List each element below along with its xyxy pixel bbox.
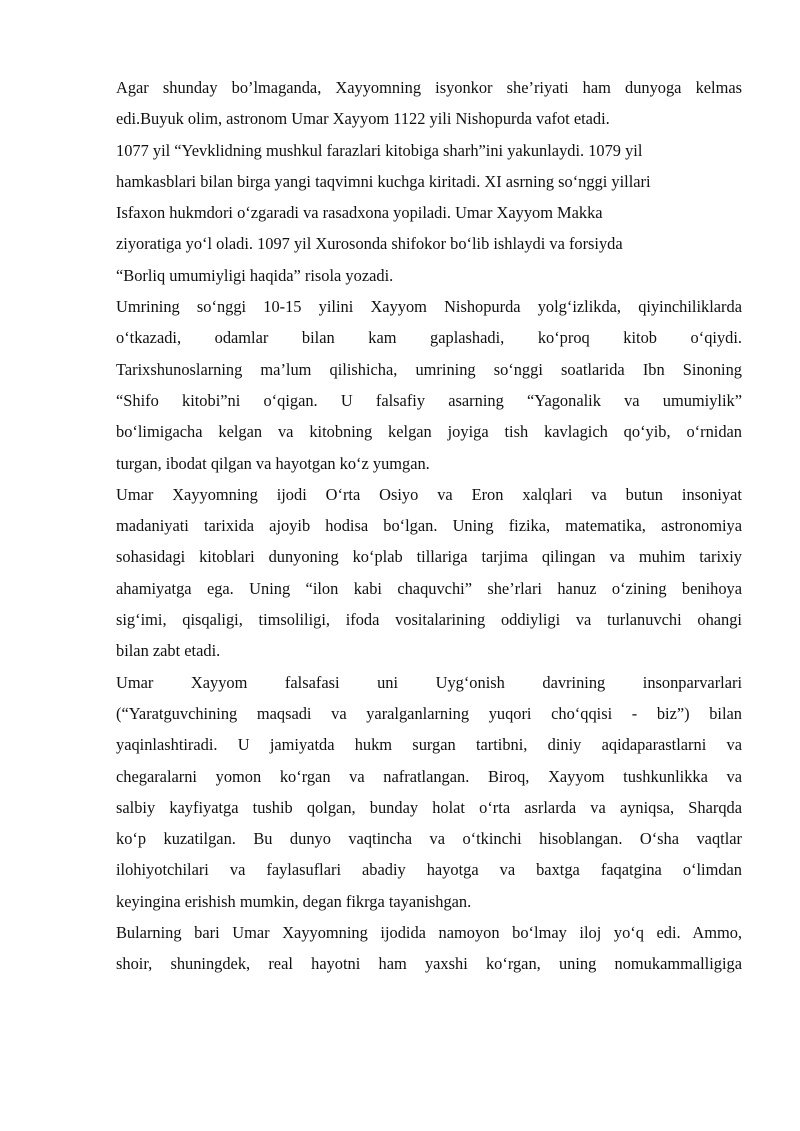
text-line: Agar shunday bo’lmaganda, Xayyomning isyonkor she’riyati ham dunyoga kelmas	[116, 78, 742, 97]
text-line: 1077 yil “Yevklidning mushkul farazlari kitobiga sharh”ini yakunlaydi. 1079 yil	[116, 140, 643, 160]
text-line: ahamiyatga ega. Uning “ilon kabi chaquvchi” she’rlari hanuz o‘zining benihoya	[116, 578, 742, 598]
text-line: Bularning bari Umar Xayyomning ijodida namoyon bo‘lmay iloj yo‘q edi. Ammo,	[116, 923, 742, 943]
text-line: turgan, ibodat qilgan va hayotgan ko‘z yumgan.	[116, 453, 430, 473]
text-line: chegaralarni yomon ko‘rgan va nafratlangan. Biroq, Xayyom tushkunlikka va	[116, 766, 742, 786]
text-line: ziyoratiga yo‘l oladi. 1097 yil Xurosonda shifokor bo‘lib ishlaydi va forsiyda	[116, 234, 623, 254]
text-line: Tarixshunoslarning ma’lum qilishicha, umrining so‘nggi soatlarida Ibn Sinoning	[116, 359, 742, 379]
document-body	[116, 72, 742, 980]
text-line: madaniyati tarixida ajoyib hodisa bo‘lgan. Uning fizika, matematika, astronomiya	[116, 516, 742, 536]
text-line: sohasidagi kitoblari dunyoning ko‘plab tillariga tarjima qilingan va muhim tarixiy	[116, 547, 742, 567]
text-line: ko‘p kuzatilgan. Bu dunyo vaqtincha va o‘tkinchi hisoblangan. O‘sha vaqtlar	[116, 829, 742, 849]
text-line: sig‘imi, qisqaligi, timsoliligi, ifoda vositalarining oddiyligi va turlanuvchi ohangi	[116, 610, 742, 630]
text-line: ilohiyotchilari va faylasuflari abadiy hayotga va baxtga faqatgina o‘limdan	[116, 860, 742, 880]
text-line: Umar Xayyomning ijodi O‘rta Osiyo va Eron xalqlari va butun insoniyat	[116, 484, 742, 504]
text-line: keyingina erishish mumkin, degan fikrga tayanishgan.	[116, 891, 472, 911]
text-line: Umar Xayyom falsafasi uni Uyg‘onish davrining insonparvarlari	[116, 672, 742, 692]
text-line: (“Yaratguvchining maqsadi va yaralganlarning yuqori cho‘qqisi - biz”) bilan	[116, 703, 742, 723]
text-line: shoir, shuningdek, real hayotni ham yaxshi ko‘rgan, uning nomukammalligiga	[116, 954, 742, 974]
text-line: o‘tkazadi, odamlar bilan kam gaplashadi, ko‘proq kitob o‘qiydi.	[116, 328, 742, 348]
text-line: Isfaxon hukmdori o‘zgaradi va rasadxona yopiladi. Umar Xayyom Makka	[116, 203, 603, 223]
text-line: “Borliq umumiyligi haqida” risola yozadi.	[116, 265, 394, 285]
text-line: bilan zabt etadi.	[116, 641, 221, 661]
text-line: yaqinlashtiradi. U jamiyatda hukm surgan tartibni, diniy aqidaparastlarni va	[116, 735, 742, 755]
text-line: “Shifo kitobi”ni o‘qigan. U falsafiy asarning “Yagonalik va umumiylik”	[116, 390, 742, 410]
text-line: hamkasblari bilan birga yangi taqvimni kuchga kiritadi. XI asrning so‘nggi yillari	[116, 171, 651, 191]
text-line: edi.Buyuk olim, astronom Umar Xayyom 1122 yili Nishopurda vafot etadi.	[116, 109, 610, 129]
text-line: salbiy kayfiyatga tushib qolgan, bunday holat o‘rta asrlarda va ayniqsa, Sharqda	[116, 797, 742, 817]
text-line: bo‘limigacha kelgan va kitobning kelgan joyiga tish kavlagich qo‘yib, o‘rnidan	[116, 422, 742, 442]
text-line: Umrining so‘nggi 10-15 yilini Xayyom Nishopurda yolg‘izlikda, qiyinchiliklarda	[116, 297, 742, 317]
